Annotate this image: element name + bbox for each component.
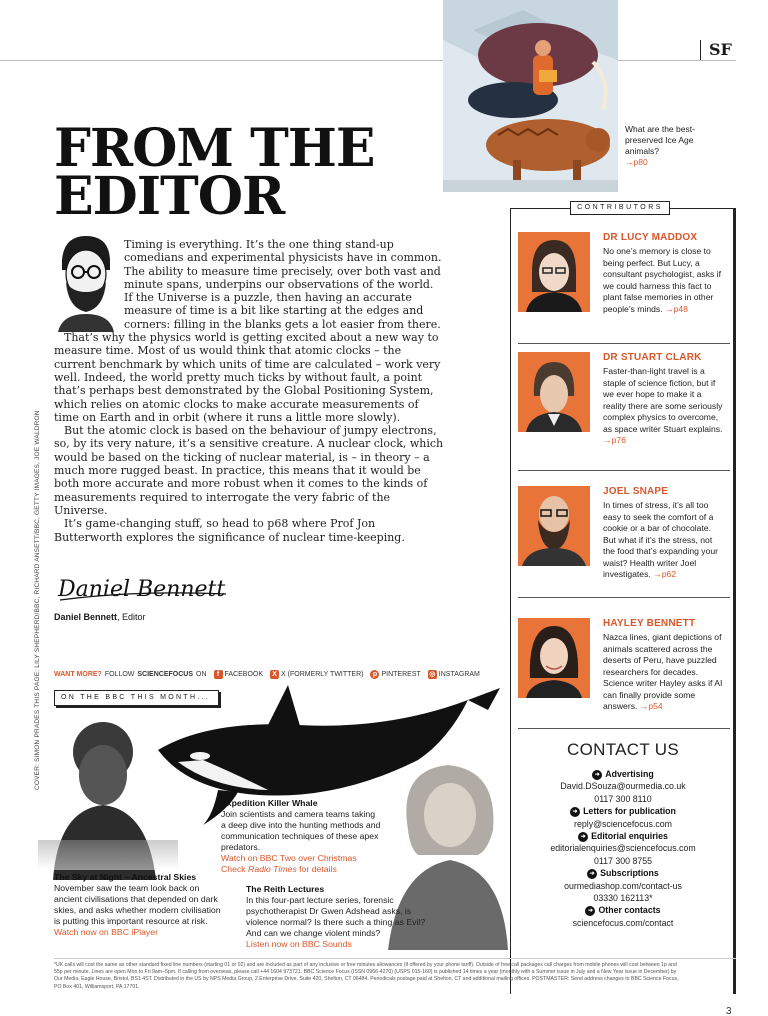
signature-script: Daniel Bennett [58,577,226,602]
editor-signature [56,570,231,610]
contributor-bio: Nazca lines, giant depictions of animals scattered across the deserts of Peru, have puzzled researchers for decades. Science writer Hayley asks if AI can finally provide some answers. →p54 [603,632,723,711]
editorial-paragraph: But the atomic clock is based on the behaviour of jumpy electrons, so, by its very nature, it’s a sensitive creature. A nuclear clock, which would be based on the ticking of nuclear material, is – in theory – a much more rugged beast. In practice, this means that it would be both more accurate and more robust when it comes to the kinds of measurements required to interrogate the very fabric of the Universe. [54,424,444,517]
social-follow-bar [54,670,480,679]
top-rule [0,60,736,61]
contributor-divider [518,597,730,598]
instagram-icon: ◎ [429,671,436,678]
instagram-link[interactable]: ◎ INSTAGRAM [429,671,480,678]
bbc-item-title: The Sky at Night – Ancestral Skies [54,872,197,882]
contributor-bio: No one’s memory is close to being perfect. But Lucy, a consultant psychologist, asks if we could harness this fact to plant false memories in other people’s minds. →p48 [603,246,721,314]
brand-handle: SCIENCEFOCUS [137,671,194,678]
contact-phone: 03330 162113* [593,893,653,904]
contributors-label: CONTRIBUTORS [570,201,670,215]
on-text: ON [196,671,207,678]
contact-phone: 0117 300 8110 [594,793,652,804]
editorial-paragraph: It’s game-changing stuff, so head to p68 where Prof Jon Butterworth explores the significance of nuclear time-keeping. [54,517,405,544]
contributor-page-link[interactable]: →p48 [664,303,688,314]
bbc-item-watch-link[interactable]: Listen now on BBC Sounds [246,939,352,949]
contact-url[interactable]: sciencefocus.com/contact [572,917,674,928]
contact-heading-other: ➜ Other contacts [520,904,726,916]
editorial-paragraph: Timing is everything. It’s the one thing stand-up comedians and experimental physicists have in common. The ability to measure time precisely, over both vast and minute spans, underpins our observations of the world. If the Universe is a puzzle, then having an accurate measure of time is a bit like starting at the edges and corners: filling in the blanks gets a lot easier from there. [124,238,442,331]
contributor-page-link[interactable]: →p54 [639,701,663,711]
contact-email[interactable]: reply@sciencefocus.com [574,818,672,829]
facebook-link[interactable]: f FACEBOOK [214,670,264,679]
contributor-name: DR LUCY MADDOX [603,232,698,243]
contributor-name: DR STUART CLARK [603,352,702,363]
contact-list [520,768,726,929]
pinterest-icon: p [370,670,379,679]
contributor-page-link[interactable]: →p62 [653,569,677,579]
contact-heading-letters: ➜ Letters for publication [520,805,726,817]
contact-heading-advertising: ➜ Advertising [520,768,726,780]
footnote: *UK calls will cost the same as other standard fixed line numbers (starting 01 or 02) and are included as part of any inclusive or free minutes allowances (if offered by your phone tariff). Outside of free call packages call charges from mobile phones will cost between 1p and 55p per minute. Lines are open Mon to Fri 9am–5pm. If calling from overseas, please call +44 1604 973721. BBC Science Focus (ISSN 0966-4270) (USPS 015-160) is published 14 times a year (monthly with a Summer issue in July and a New Year issue in December) by Our Media, Eagle House, Bristol, BS1 4ST. Distributed in the US by NPS Media Group, 2 Enterprise Drive, Suite 420, Shelton, CT 06484. Periodicals postage paid at Shelton, CT and additional mailing offices. POSTMASTER: Send address changes to BBC Science Focus, PO Box 401, Williamsport, PA 17701. [54,962,679,990]
section-marker: SF [700,40,736,60]
bbc-item-body: Join scientists and camera teams taking a deep dive into the hunting methods and communication techniques of these apex predators. [221,809,381,852]
bbc-section-label: ON THE BBC THIS MONTH... [54,690,219,706]
bbc-item-sky-at-night [54,872,224,938]
bbc-item-reith-lectures [246,884,426,950]
contributor-photo [518,618,590,698]
facebook-icon: f [214,670,223,679]
editor-signoff [54,612,146,622]
contact-heading-subscriptions: ➜ Subscriptions [520,867,726,879]
follow-text: FOLLOW [104,671,135,678]
page-title-line-1: FROM THE [54,118,375,179]
hero-page-link[interactable]: →p80 [625,157,648,167]
bbc-item-watch-link[interactable]: Watch on BBC Two over Christmas [221,853,357,863]
photo-credit: COVER: SIMON PRADES THIS PAGE: LILY SHEPHERD/BBC, RICHARD ANSETT/BBC, GETTY IMAGES, JOE WALDRON [34,410,41,790]
contributor-name: JOEL SNAPE [603,486,669,497]
contributor-bio: In times of stress, it’s all too easy to seek the comfort of a cookie or a bar of chocolate. But what if it’s the stress, not the food that’s expanding your waist? Health writer Joel investigates. →p62 [603,500,718,579]
contact-phone: 0117 300 8755 [593,855,653,866]
sky-at-night-presenter-image [38,722,178,880]
contributor-photo [518,352,590,432]
contributor-divider [518,470,730,471]
editorial-body [54,238,444,544]
contributor-divider [518,343,730,344]
contributor-photo [518,232,590,312]
bbc-item-killer-whale [221,798,381,875]
contributor-page-link[interactable]: →p76 [603,435,626,445]
contributor-bio: Faster-than-light travel is a staple of science fiction, but if we ever hope to make it a reality there are some seriously complex physics to overcome, as space writer Stuart explains. →p76 [603,366,723,445]
bbc-item-check-note: Check Radio Times for details [221,864,337,874]
contributor-divider [518,728,730,729]
contact-email[interactable]: David.DSouza@ourmedia.co.uk [560,781,686,792]
bbc-item-watch-link[interactable]: Watch now on BBC iPlayer [54,927,158,937]
footer-rule [54,958,736,959]
contact-email[interactable]: editorialenquiries@sciencefocus.com [550,843,696,854]
x-link[interactable]: X X (FORMERLY TWITTER) [270,670,363,679]
bbc-item-title: The Reith Lectures [246,884,325,894]
x-icon: X [270,670,279,679]
bbc-item-body: November saw the team look back on ancient civilisations that depended on dark skies, and asks whether modern civilisation is putting this important resource at risk. [54,883,221,926]
editor-role: , Editor [117,612,146,622]
hero-caption [625,124,725,168]
contributor-name: HAYLEY BENNETT [603,618,696,629]
bbc-item-title: Expedition Killer Whale [221,798,318,808]
page-title-line-2: EDITOR [54,166,285,227]
editor-name: Daniel Bennett [54,612,118,622]
want-more-lead: WANT MORE? [54,671,102,678]
page-number: 3 [726,1006,732,1016]
hero-caption-text: What are the best-preserved Ice Age animals? [625,124,695,156]
contact-url[interactable]: ourmediashop.com/contact-us [564,880,682,891]
contact-heading-editorial: ➜ Editorial enquiries [520,830,726,842]
contributor-photo [518,486,590,566]
bbc-item-body: In this four-part lecture series, forensic psychotherapist Dr Gwen Adshead asks, is violence normal? Is there such a thing as Evil? And can we change violent minds? [246,895,426,938]
pinterest-link[interactable]: p PINTEREST [370,670,420,679]
page-title [54,118,474,227]
contact-title: CONTACT US [567,740,679,759]
editorial-paragraph: That’s why the physics world is getting excited about a new way to measure time. Most of us would think that atomic clocks – the current benchmark by which units of time are calculated – work very well. Indeed, the world pretty much ticks by without fault, a point that’s perhaps best demonstrated by the Global Positioning System, which relies on atomic clocks to make accurate measurements of time on Earth and in orbit (where it runs a little more slowly). [54,331,441,424]
